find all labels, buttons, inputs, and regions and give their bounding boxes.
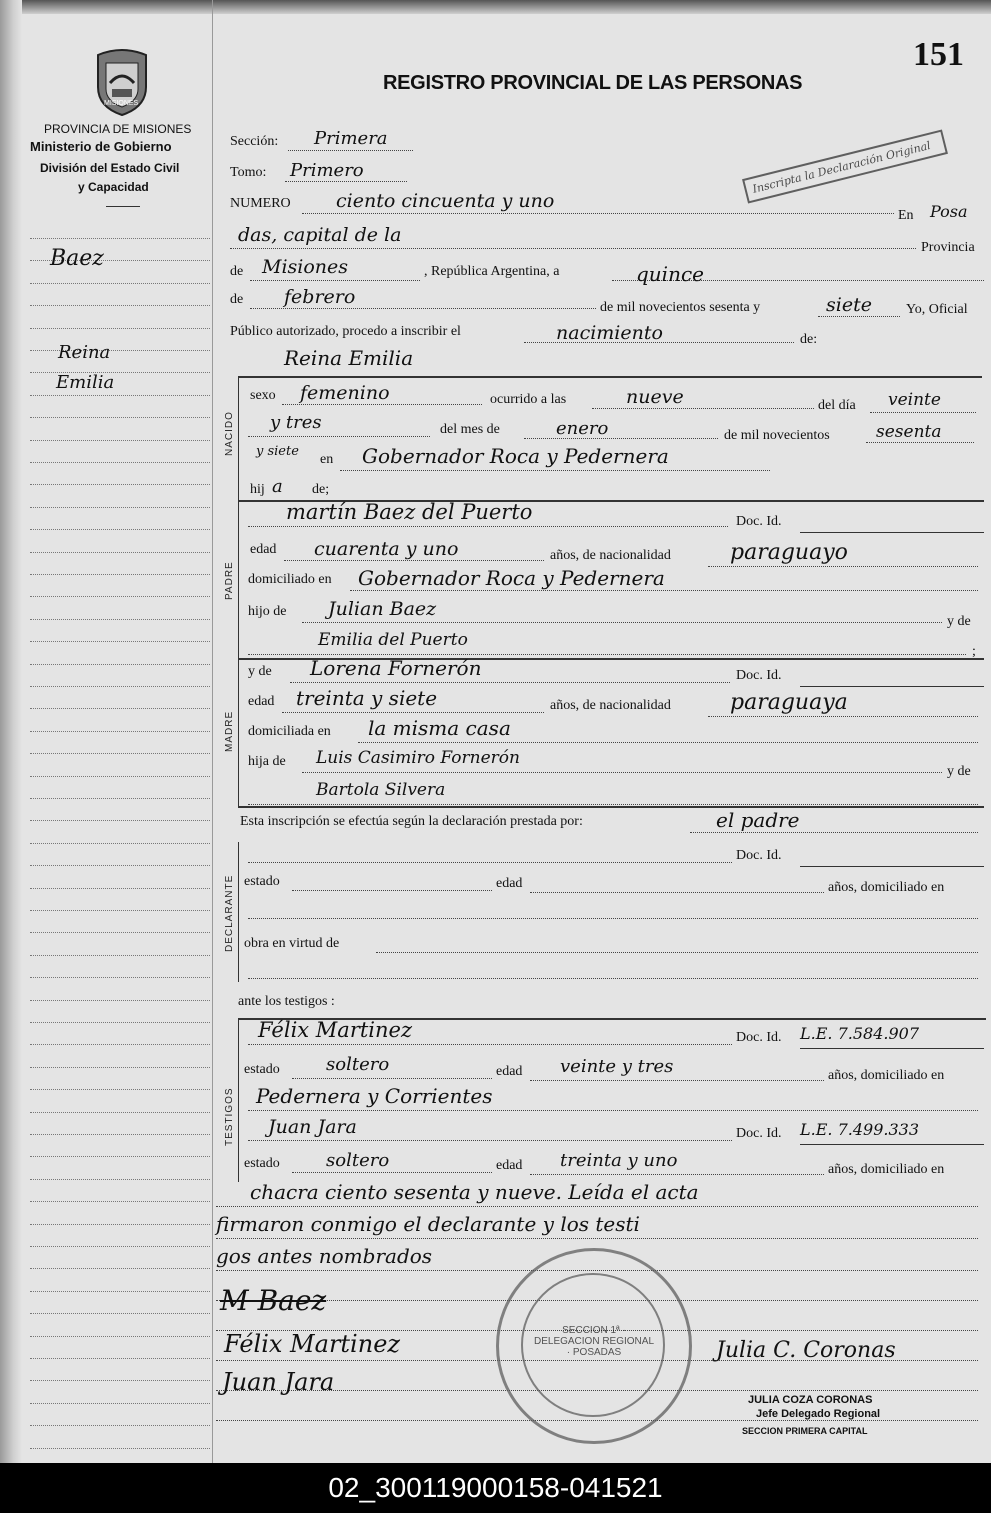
madre-y-de-label-2: y de [947, 764, 971, 779]
margin-rule-line [30, 1112, 210, 1113]
testigo-1-dom-line [248, 1110, 978, 1111]
signature-official: Julia C. Coronas [716, 1338, 896, 1363]
madre-hija-label: hija de [248, 754, 286, 769]
declarante-section-label: DECLARANTE [224, 874, 235, 952]
declarante-obra-line-2 [248, 978, 978, 979]
padre-bracket [238, 500, 239, 658]
padre-semicolon: ; [972, 644, 976, 659]
seccion-value: Primera [314, 128, 388, 149]
child-name: Reina Emilia [284, 346, 414, 370]
province-name: PROVINCIA DE MISIONES [44, 122, 192, 136]
testigo-1-estado-line [292, 1078, 492, 1079]
padre-doc-label: Doc. Id. [736, 514, 782, 529]
padre-doc-line [800, 532, 984, 533]
testigo-2-doc-line [800, 1144, 984, 1145]
testigos-section-label: TESTIGOS [224, 1087, 235, 1146]
testigo-1-doc-value: L.E. 7.584.907 [800, 1024, 919, 1043]
margin-rule-line [30, 977, 210, 978]
declarante-intro-label: Esta inscripción se efectúa según la declaración prestada por: [240, 814, 583, 829]
seccion-line [288, 150, 413, 151]
year-line [818, 316, 900, 317]
padre-dom-label: domiciliado en [248, 572, 332, 587]
testigo-2-name-line [248, 1140, 732, 1141]
padre-name: martín Baez del Puerto [286, 500, 533, 524]
margin-rule-line [30, 552, 210, 553]
madre-y-de-label: y de [248, 664, 272, 679]
padre-nac-value: paraguayo [730, 540, 848, 565]
padre-padre-name: Julian Baez [328, 598, 437, 620]
madre-dom-value: la misma casa [368, 716, 511, 740]
margin-rule-line [30, 664, 210, 665]
margin-rule-line [30, 798, 210, 799]
hij-value: a [272, 476, 283, 497]
margin-rule-line [30, 1448, 210, 1449]
madre-bracket [238, 658, 239, 806]
nacido-bracket [238, 376, 239, 500]
testigo-1-edad-line [530, 1080, 824, 1081]
hora-line [592, 408, 814, 409]
testigo-2-estado-label: estado [244, 1156, 280, 1171]
closing-line-2: gos antes nombrados [216, 1244, 433, 1268]
testigo-2-estado-value: soltero [326, 1150, 390, 1171]
madre-nac-value: paraguaya [730, 690, 848, 715]
numero-label: NUMERO [230, 196, 291, 211]
margin-rule-line [30, 574, 210, 575]
province-line [250, 280, 420, 281]
testigo-2-edad-line [530, 1174, 824, 1175]
register-title: REGISTRO PROVINCIAL DE LAS PERSONAS [383, 72, 803, 94]
declarante-edad-line [530, 892, 824, 893]
madre-madre-name: Bartola Silvera [316, 780, 446, 800]
book-spine [0, 0, 22, 1463]
margin-rule-line [30, 1224, 210, 1225]
numero-value: ciento cincuenta y uno [336, 190, 555, 212]
margin-rule-line [30, 1313, 210, 1314]
mes-line [524, 438, 718, 439]
margin-rule-line [30, 1156, 210, 1157]
page-number: 151 [913, 36, 964, 73]
testigos-intro-label: ante los testigos : [238, 994, 335, 1009]
place-continuation: das, capital de la [238, 224, 402, 246]
testigo-1-estado-label: estado [244, 1062, 280, 1077]
seal-text: MISIONES [104, 100, 139, 107]
padre-hijo-label: hijo de [248, 604, 287, 619]
margin-rule-line [30, 1089, 210, 1090]
declarante-doc-label: Doc. Id. [736, 848, 782, 863]
madre-padre-name: Luis Casimiro Fornerón [316, 748, 520, 768]
margin-rule-line [30, 1000, 210, 1001]
anio-value: sesenta [876, 422, 942, 442]
testigo-1-anios-label: años, domiciliado en [828, 1068, 945, 1083]
margin-rule-line [30, 686, 210, 687]
publico-label: Público autorizado, procedo a inscribir el [230, 324, 461, 339]
hij-de-label: de; [312, 482, 330, 497]
margin-rule-line [30, 328, 210, 329]
margin-rule-line [30, 507, 210, 508]
padre-dom-line [350, 590, 978, 591]
ministry-name: Ministerio de Gobierno [30, 139, 172, 154]
margin-rule-line [30, 865, 210, 866]
padre-madre-line [248, 654, 966, 655]
testigo-2-dom-line [216, 1206, 978, 1207]
margin-rule-line [30, 417, 210, 418]
official-title: Jefe Delegado Regional [756, 1408, 881, 1420]
margin-rule-line [30, 619, 210, 620]
margin-rule-line [30, 305, 210, 306]
margin-rule-line [30, 888, 210, 889]
year-label: de mil novecientos sesenta y [600, 300, 761, 315]
sexo-value: femenino [300, 382, 390, 404]
tomo-label: Tomo: [230, 165, 267, 180]
testigo-1-dom-value: Pedernera y Corrientes [256, 1084, 493, 1108]
margin-rule-line [30, 238, 210, 239]
testigo-2-doc-value: L.E. 7.499.333 [800, 1120, 919, 1139]
margin-rule-line [30, 753, 210, 754]
margin-rule-line [30, 1201, 210, 1202]
margin-rule-line [30, 283, 210, 284]
madre-nac-line [708, 716, 978, 717]
lugar-value: Gobernador Roca y Pedernera [362, 444, 669, 468]
margin-rule-line [30, 1022, 210, 1023]
madre-madre-line [248, 804, 978, 805]
madre-name-line [290, 682, 730, 683]
madre-hija-line [302, 772, 942, 773]
madre-nac-label: años, de nacionalidad [550, 698, 671, 713]
testigo-2-name: Juan Jara [268, 1116, 357, 1138]
madre-dom-label: domiciliada en [248, 724, 331, 739]
closing-line-1: firmaron conmigo el declarante y los testi [216, 1212, 640, 1236]
declarante-intro-line [690, 832, 978, 833]
margin-rule-line [30, 1179, 210, 1180]
tomo-line [285, 181, 407, 182]
division-capacity: y Capacidad [78, 180, 149, 194]
signature-witness-1: Félix Martinez [224, 1330, 401, 1358]
testigo-2-dom-value: chacra ciento sesenta y nueve. Leída el acta [250, 1180, 699, 1204]
testigo-1-doc-label: Doc. Id. [736, 1030, 782, 1045]
signature-father: M Baez [220, 1284, 327, 1317]
round-stamp-text: SECCION 1ª · DELEGACION REGIONAL · POSADAS [533, 1325, 655, 1358]
margin-rule-line [30, 932, 210, 933]
lugar-line [340, 470, 770, 471]
madre-name: Lorena Fornerón [310, 656, 482, 680]
padre-edad-value: cuarenta y uno [314, 538, 459, 560]
province-seal-icon [92, 45, 152, 117]
margin-rule-line [30, 1246, 210, 1247]
padre-edad-label: edad [250, 542, 277, 557]
testigo-1-edad-label: edad [496, 1064, 523, 1079]
margin-note-second-name: Emilia [56, 372, 115, 393]
anio-label: de mil novecientos [724, 428, 830, 443]
seccion-label: Sección: [230, 134, 279, 149]
header-divider [106, 206, 140, 207]
margin-rule-line [30, 1291, 210, 1292]
registry-round-stamp-icon [496, 1248, 692, 1444]
testigo-2-anios-label: años, domiciliado en [828, 1162, 945, 1177]
closing-line-1-rule [216, 1238, 978, 1239]
month-value: febrero [284, 286, 356, 308]
margin-rule-line [30, 820, 210, 821]
en-label: En [898, 208, 914, 223]
margin-rule-line [30, 596, 210, 597]
testigo-1-edad-value: veinte y tres [560, 1056, 674, 1077]
nacido-section-label: NACIDO [224, 411, 235, 456]
republica-label: , República Argentina, a [424, 264, 560, 279]
provincia-label: Provincia [921, 240, 975, 255]
ocurrido-label: ocurrido a las [490, 392, 567, 407]
madre-end-line [238, 806, 984, 808]
declarante-dom-line [248, 918, 978, 919]
year-value: siete [826, 294, 872, 316]
official-subtitle: SECCION PRIMERA CAPITAL [742, 1426, 868, 1436]
tomo-value: Primero [290, 160, 364, 181]
nacido-en-label: en [320, 452, 334, 467]
madre-edad-label: edad [248, 694, 275, 709]
official-name: JULIA COZA CORONAS [748, 1394, 873, 1406]
margin-rule-line [30, 1268, 210, 1269]
padre-nac-label: años, de nacionalidad [550, 548, 671, 563]
declarante-obra-line [376, 952, 978, 953]
margin-rule-line [30, 395, 210, 396]
margin-rule-line [30, 1403, 210, 1404]
inscription-stamp: Inscripta la Declaración Original [742, 129, 948, 203]
margin-rule-line [30, 529, 210, 530]
mes-label: del mes de [440, 422, 500, 437]
dia-line [870, 412, 976, 413]
hij-label: hij [250, 482, 265, 497]
dia-value: veinte [888, 390, 941, 410]
declarante-edad-label: edad [496, 876, 523, 891]
sexo-label: sexo [250, 388, 276, 403]
madre-edad-value: treinta y siete [296, 686, 438, 710]
declarante-intro-value: el padre [716, 808, 800, 832]
padre-name-line [248, 526, 728, 527]
margin-rule-line [30, 1067, 210, 1068]
mes-value: enero [556, 418, 609, 439]
acto-value: nacimiento [556, 322, 663, 344]
margin-note-first-name: Reina [58, 342, 111, 363]
margin-rule-line [30, 1044, 210, 1045]
numero-line [302, 213, 894, 214]
padre-section-label: PADRE [224, 561, 235, 600]
padre-y-de-label: y de [947, 614, 971, 629]
testigos-bracket [238, 1018, 239, 1182]
oficial-label: Yo, Oficial [906, 302, 968, 317]
margin-rule-line [30, 708, 210, 709]
place-line [230, 248, 916, 249]
margin-rule-line [30, 731, 210, 732]
anio-continuation: y siete [256, 444, 299, 459]
anio-line [866, 442, 974, 443]
dia-continuation: y tres [270, 412, 322, 433]
padre-hijo-line [302, 622, 942, 623]
madre-doc-line [800, 686, 984, 687]
de-label-2: de [230, 292, 244, 307]
testigo-1-doc-line [800, 1048, 984, 1049]
testigo-2-doc-label: Doc. Id. [736, 1126, 782, 1141]
declarante-bracket [238, 842, 239, 982]
margin-rule-line [30, 1425, 210, 1426]
declarante-estado-line [292, 890, 492, 891]
margin-rule-line [30, 843, 210, 844]
del-dia-label: del día [818, 398, 856, 413]
de-label-1: de [230, 264, 244, 279]
madre-edad-line [282, 712, 544, 713]
testigo-2-edad-value: treinta y uno [560, 1150, 678, 1171]
margin-rule-line [30, 910, 210, 911]
declarante-anios-label: años, domiciliado en [828, 880, 945, 895]
padre-dom-value: Gobernador Roca y Pedernera [358, 566, 665, 590]
day-value: quince [636, 262, 704, 286]
dia-cont-line [248, 436, 430, 437]
testigo-1-name-line [248, 1044, 732, 1045]
padre-nac-line [708, 566, 978, 567]
margin-rule-line [30, 440, 210, 441]
declarante-obra-label: obra en virtud de [244, 936, 340, 951]
child-name-line [238, 376, 982, 378]
margin-rule-line [30, 350, 210, 351]
margin-rule-line [30, 1134, 210, 1135]
margin-rule-line [30, 776, 210, 777]
testigo-2-edad-label: edad [496, 1158, 523, 1173]
margin-rule-line [30, 462, 210, 463]
margin-rule-line [30, 641, 210, 642]
division-name: División del Estado Civil [40, 161, 180, 175]
margin-rule-line [30, 1380, 210, 1381]
declarante-estado-label: estado [244, 874, 280, 889]
padre-madre-name: Emilia del Puerto [318, 630, 468, 650]
margin-note-surname: Baez [50, 246, 104, 271]
province-value: Misiones [262, 256, 349, 278]
testigo-1-estado-value: soltero [326, 1054, 390, 1075]
margin-rule-line [30, 484, 210, 485]
month-line [250, 308, 596, 309]
signature-witness-2: Juan Jara [222, 1368, 335, 1396]
madre-dom-line [358, 742, 978, 743]
testigo-2-estado-line [292, 1172, 492, 1173]
madre-doc-label: Doc. Id. [736, 668, 782, 683]
padre-edad-line [284, 560, 544, 561]
testigo-1-name: Félix Martinez [258, 1018, 413, 1042]
en-value: Posa [930, 202, 968, 221]
margin-rule-line [30, 1336, 210, 1337]
declarante-doc-line [800, 866, 984, 867]
margin-rule-line [30, 955, 210, 956]
declarante-name-line [248, 862, 732, 863]
de-colon-label: de: [800, 332, 818, 347]
hora-value: nueve [626, 386, 684, 408]
scan-id-footer: 02_300119000158-041521 [0, 1463, 991, 1513]
margin-rule-line [30, 1358, 210, 1359]
madre-section-label: MADRE [224, 710, 235, 752]
sexo-line [282, 404, 482, 405]
